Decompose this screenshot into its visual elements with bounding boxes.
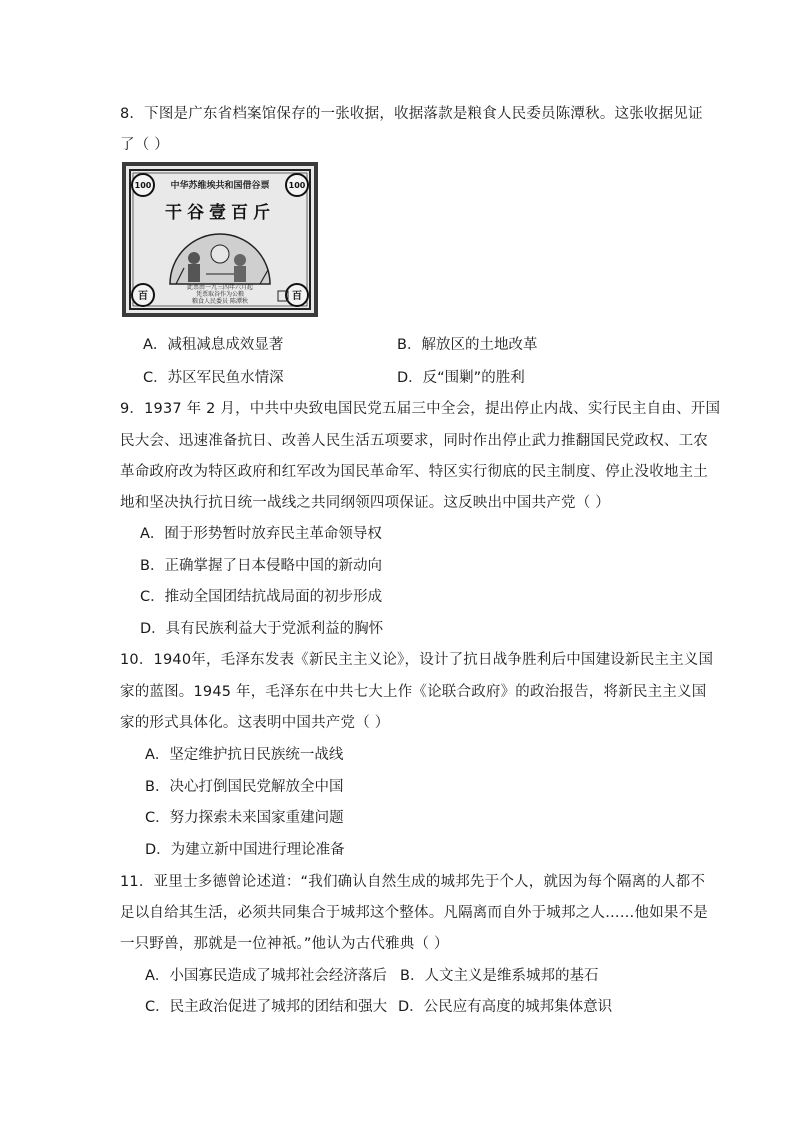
q10-option-c[interactable]: C．努力探索未来国家重建问题 bbox=[145, 810, 344, 826]
q9-option-c[interactable]: C．推动全国团结抗战局面的初步形成 bbox=[140, 589, 383, 605]
q9-option-b[interactable]: B．正确掌握了日本侵略中国的新动向 bbox=[140, 558, 382, 574]
receipt-footer-line-1: 此票由一九三四年六月起 bbox=[186, 284, 254, 291]
q11-option-a[interactable]: A．小国寡民造成了城邦社会经济落后 bbox=[145, 968, 387, 984]
q11-stem-line-3: 一只野兽，那就是一位神祇。”他认为古代雅典（ ） bbox=[120, 936, 449, 952]
q8-option-d[interactable]: D．反“围剿”的胜利 bbox=[397, 370, 525, 386]
q8-option-c[interactable]: C．苏区军民鱼水情深 bbox=[143, 370, 284, 386]
receipt-top-banner: 中华苏维埃共和国借谷票 bbox=[170, 181, 270, 191]
q11-stem-line-1: 11．亚里士多德曾论述道：“我们确认自然生成的城邦先于个人，就因为每个隔离的人都不 bbox=[120, 874, 706, 890]
q9-stem-line-3: 革命政府改为特区政府和红军改为国民革命军、特区实行彻底的民主制度、停止没收地主土 bbox=[120, 464, 708, 480]
q11-option-d[interactable]: D．公民应有高度的城邦集体意识 bbox=[398, 999, 613, 1015]
q9-option-d[interactable]: D．具有民族利益大于党派利益的胸怀 bbox=[140, 621, 384, 637]
q10-stem-line-3: 家的形式具体化。这表明中国共产党（ ） bbox=[120, 715, 390, 731]
q11-option-b[interactable]: B．人文主义是维系城邦的基石 bbox=[400, 968, 599, 984]
q10-option-b[interactable]: B．决心打倒国民党解放全中国 bbox=[145, 779, 344, 795]
q8-option-b[interactable]: B．解放区的土地改革 bbox=[397, 337, 538, 353]
q9-stem-line-1: 9．1937 年 2 月，中共中央致电国民党五届三中全会，提出停止内战、实行民主自由、开国 bbox=[120, 401, 721, 417]
q9-stem-line-2: 民大会、迅速准备抗日、改善人民生活五项要求，同时作出停止武力推翻国民党政权、工农 bbox=[120, 433, 708, 449]
q10-stem-line-1: 10．1940年，毛泽东发表《新民主主义论》，设计了抗日战争胜利后中国建设新民主主义国 bbox=[120, 652, 714, 668]
receipt-main-text: 干谷壹百斤 bbox=[165, 203, 275, 223]
q9-option-a[interactable]: A．囿于形势暂时放弃民主革命领导权 bbox=[140, 526, 382, 542]
q10-option-a[interactable]: A．坚定维护抗日民族统一战线 bbox=[145, 747, 344, 763]
q11-stem-line-2: 足以自给其生活，必须共同集合于城邦这个整体。凡隔离而自外于城邦之人……他如果不是 bbox=[120, 905, 708, 921]
q10-option-d[interactable]: D．为建立新中国进行理论准备 bbox=[145, 842, 345, 858]
q10-stem-line-2: 家的蓝图。1945 年，毛泽东在中共七大上作《论联合政府》的政治报告，将新民主主义国 bbox=[120, 684, 707, 700]
q8-stem-line-1: 8．下图是广东省档案馆保存的一张收据，收据落款是粮食人民委员陈潭秋。这张收据见证 bbox=[120, 106, 703, 122]
receipt-corner-char-right: 百 bbox=[292, 291, 302, 302]
receipt-footer-line-2: 凭票取谷作为公粮 bbox=[195, 291, 245, 298]
receipt-denom-left: 100 bbox=[134, 181, 152, 190]
receipt-footer-line-3: 粮食人民委员 陈潭秋 bbox=[192, 298, 248, 305]
q9-stem-line-4: 地和坚决执行抗日统一战线之共同纲领四项保证。这反映出中国共产党（ ） bbox=[120, 495, 610, 511]
receipt-corner-char-left: 百 bbox=[138, 291, 148, 302]
q11-option-c[interactable]: C．民主政治促进了城邦的团结和强大 bbox=[145, 999, 388, 1015]
receipt-denom-right: 100 bbox=[288, 181, 306, 190]
q8-option-a[interactable]: A．减租减息成效显著 bbox=[143, 337, 284, 353]
grain-receipt-image bbox=[122, 162, 318, 317]
q8-stem-line-2: 了（ ） bbox=[120, 137, 169, 153]
